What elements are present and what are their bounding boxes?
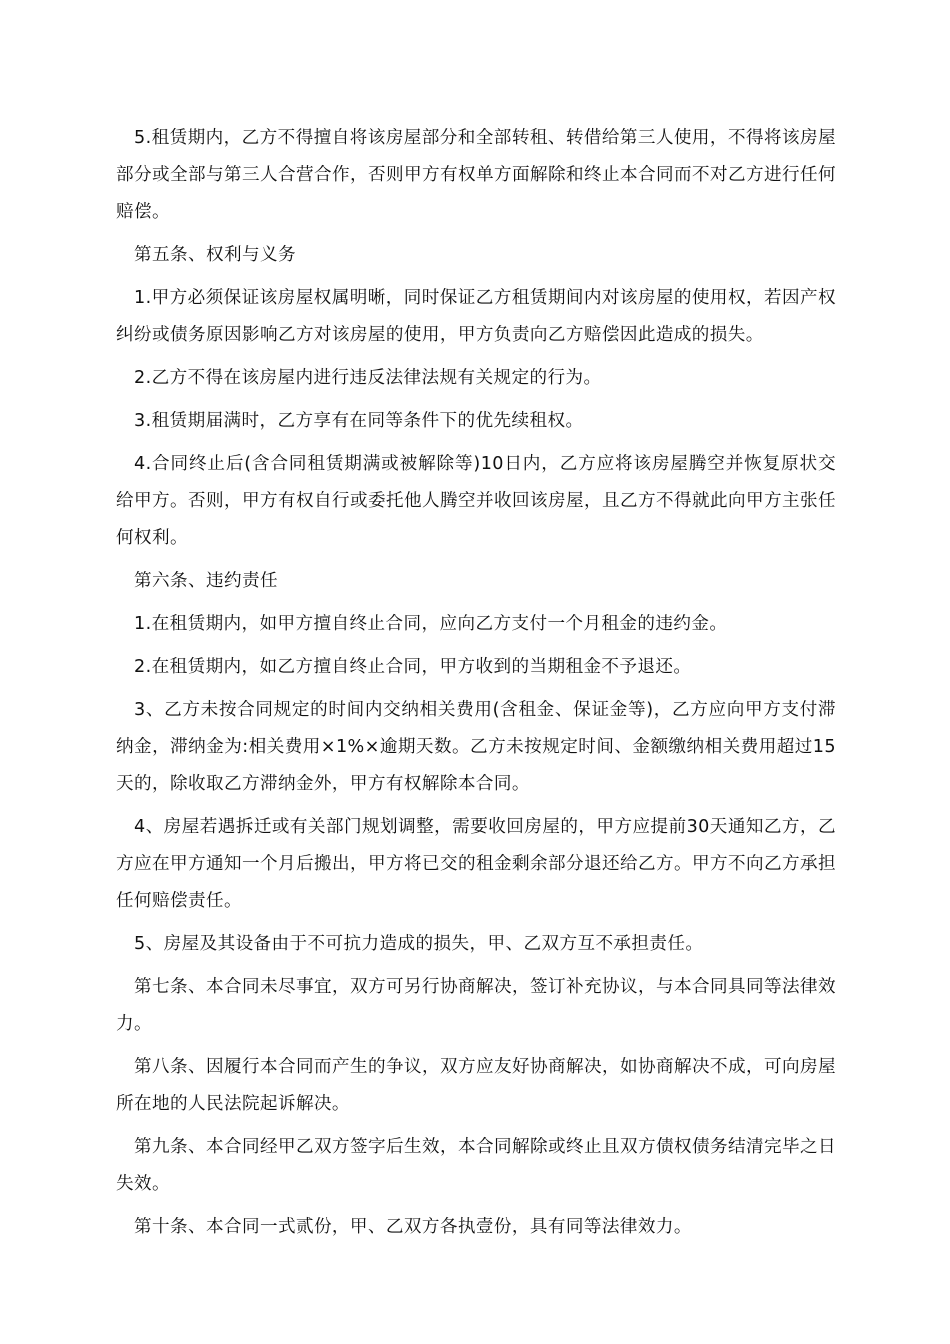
article-6-heading: 第六条、违约责任 xyxy=(134,571,278,591)
article-8: 第八条、因履行本合同而产生的争议，双方应友好协商解决，如协商解决不成，可向房屋所在地的人民法院起诉解决。 xyxy=(116,1057,836,1114)
article-10: 第十条、本合同一式贰份，甲、乙双方各执壹份，具有同等法律效力。 xyxy=(134,1217,692,1237)
article-5-heading: 第五条、权利与义务 xyxy=(134,245,296,265)
article-6-item-4: 4、房屋若遇拆迁或有关部门规划调整，需要收回房屋的，甲方应提前30天通知乙方，乙方应在甲方通知一个月后搬出，甲方将已交的租金剩余部分退还给乙方。甲方不向乙方承担任何赔偿责任。 xyxy=(116,817,836,911)
article-9: 第九条、本合同经甲乙双方签字后生效，本合同解除或终止且双方债权债务结清完毕之日失效。 xyxy=(116,1137,836,1194)
article-5-item-2: 2.乙方不得在该房屋内进行违反法律法规有关规定的行为。 xyxy=(134,368,602,388)
article-6-item-1: 1.在租赁期内，如甲方擅自终止合同，应向乙方支付一个月租金的违约金。 xyxy=(134,614,728,634)
article-7: 第七条、本合同未尽事宜，双方可另行协商解决，签订补充协议，与本合同具同等法律效力。 xyxy=(116,977,836,1034)
article-5-item-1: 1.甲方必须保证该房屋权属明晰，同时保证乙方租赁期间内对该房屋的使用权，若因产权纠纷或债务原因影响乙方对该房屋的使用，甲方负责向乙方赔偿因此造成的损失。 xyxy=(116,288,836,345)
article-5-item-4: 4.合同终止后(含合同租赁期满或被解除等)10日内，乙方应将该房屋腾空并恢复原状交给甲方。否则，甲方有权自行或委托他人腾空并收回该房屋，且乙方不得就此向甲方主张任何权利。 xyxy=(116,454,836,548)
article-6-item-5: 5、房屋及其设备由于不可抗力造成的损失，甲、乙双方互不承担责任。 xyxy=(134,934,704,954)
clause-4-item-5: 5.租赁期内，乙方不得擅自将该房屋部分和全部转租、转借给第三人使用，不得将该房屋部分或全部与第三人合营合作，否则甲方有权单方面解除和终止本合同而不对乙方进行任何赔偿。 xyxy=(116,128,836,222)
article-5-item-3: 3.租赁期届满时，乙方享有在同等条件下的优先续租权。 xyxy=(134,411,584,431)
document-body xyxy=(116,120,836,1252)
article-6-item-3: 3、乙方未按合同规定的时间内交纳相关费用(含租金、保证金等)，乙方应向甲方支付滞纳金，滞纳金为:相关费用×1%×逾期天数。乙方未按规定时间、金额缴纳相关费用超过15天的，除收取乙方滞纳金外，甲方有权解除本合同。 xyxy=(116,700,836,794)
article-6-item-2: 2.在租赁期内，如乙方擅自终止合同，甲方收到的当期租金不予退还。 xyxy=(134,657,692,677)
